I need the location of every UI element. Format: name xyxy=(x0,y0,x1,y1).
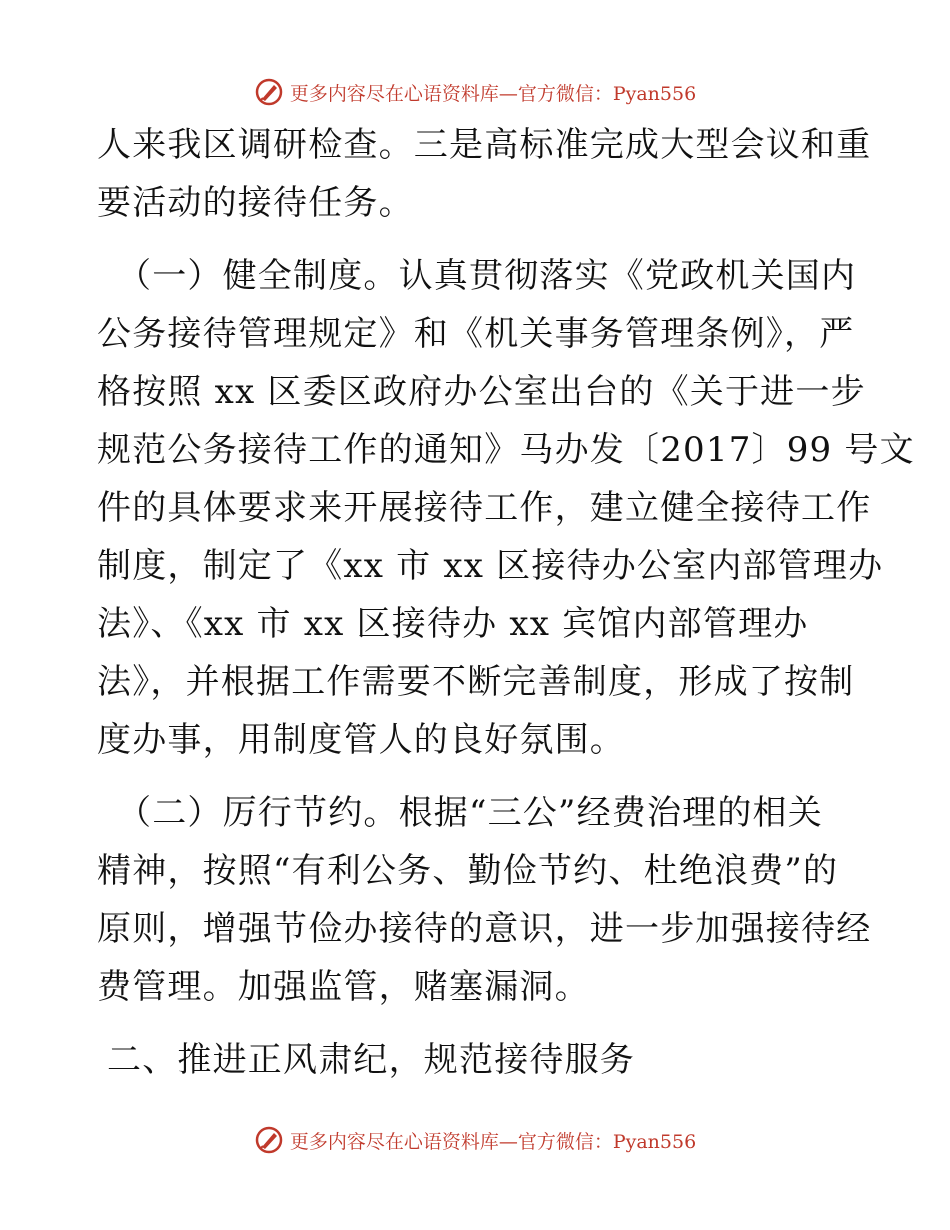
text-line: 制度，制定了《xx 市 xx 区接待办公室内部管理办 xyxy=(97,546,884,586)
chapter-heading: 二、推进正风肃纪，规范接待服务 xyxy=(107,1040,635,1080)
watermark-text: 更多内容尽在心语资料库—官方微信：Pyan556 xyxy=(289,82,697,105)
text-line: 精神，按照“有利公务、勤俭节约、杜绝浪费”的 xyxy=(97,851,839,891)
document-body xyxy=(97,116,915,1089)
watermark-text: 更多内容尽在心语资料库—官方微信：Pyan556 xyxy=(289,1130,697,1153)
paragraph-1 xyxy=(97,116,872,232)
text-line: 法》，并根据工作需要不断完善制度，形成了按制 xyxy=(97,662,855,702)
text-line: 规范公务接待工作的通知》马办发〔2017〕99 号文 xyxy=(97,430,915,470)
section-heading-line: （二）厉行节约。根据“三公”经费治理的相关 xyxy=(117,793,823,833)
header-watermark xyxy=(0,72,950,112)
paragraph-4 xyxy=(97,1031,867,1089)
text-line: 公务接待管理规定》和《机关事务管理条例》，严 xyxy=(97,314,855,354)
text-line: 件的具体要求来开展接待工作，建立健全接待工作 xyxy=(97,488,872,528)
footer-watermark xyxy=(0,1120,950,1160)
text-line: 费管理。加强监管，赌塞漏洞。 xyxy=(97,967,590,1007)
quill-logo-icon xyxy=(254,1125,284,1155)
text-line: 原则，增强节俭办接待的意识，进一步加强接待经 xyxy=(97,909,872,949)
section-heading-line: （一）健全制度。认真贯彻落实《党政机关国内 xyxy=(117,256,857,296)
text-line: 度办事，用制度管人的良好氛围。 xyxy=(97,720,625,760)
paragraph-2 xyxy=(97,247,915,769)
quill-logo-icon xyxy=(254,77,284,107)
text-line: 格按照 xx 区委区政府办公室出台的《关于进一步 xyxy=(97,372,866,412)
text-line: 人来我区调研检查。三是高标准完成大型会议和重 xyxy=(97,125,872,165)
text-line: 要活动的接待任务。 xyxy=(97,183,414,223)
paragraph-3 xyxy=(97,784,872,1016)
text-line: 法》、《xx 市 xx 区接待办 xx 宾馆内部管理办 xyxy=(97,604,809,644)
